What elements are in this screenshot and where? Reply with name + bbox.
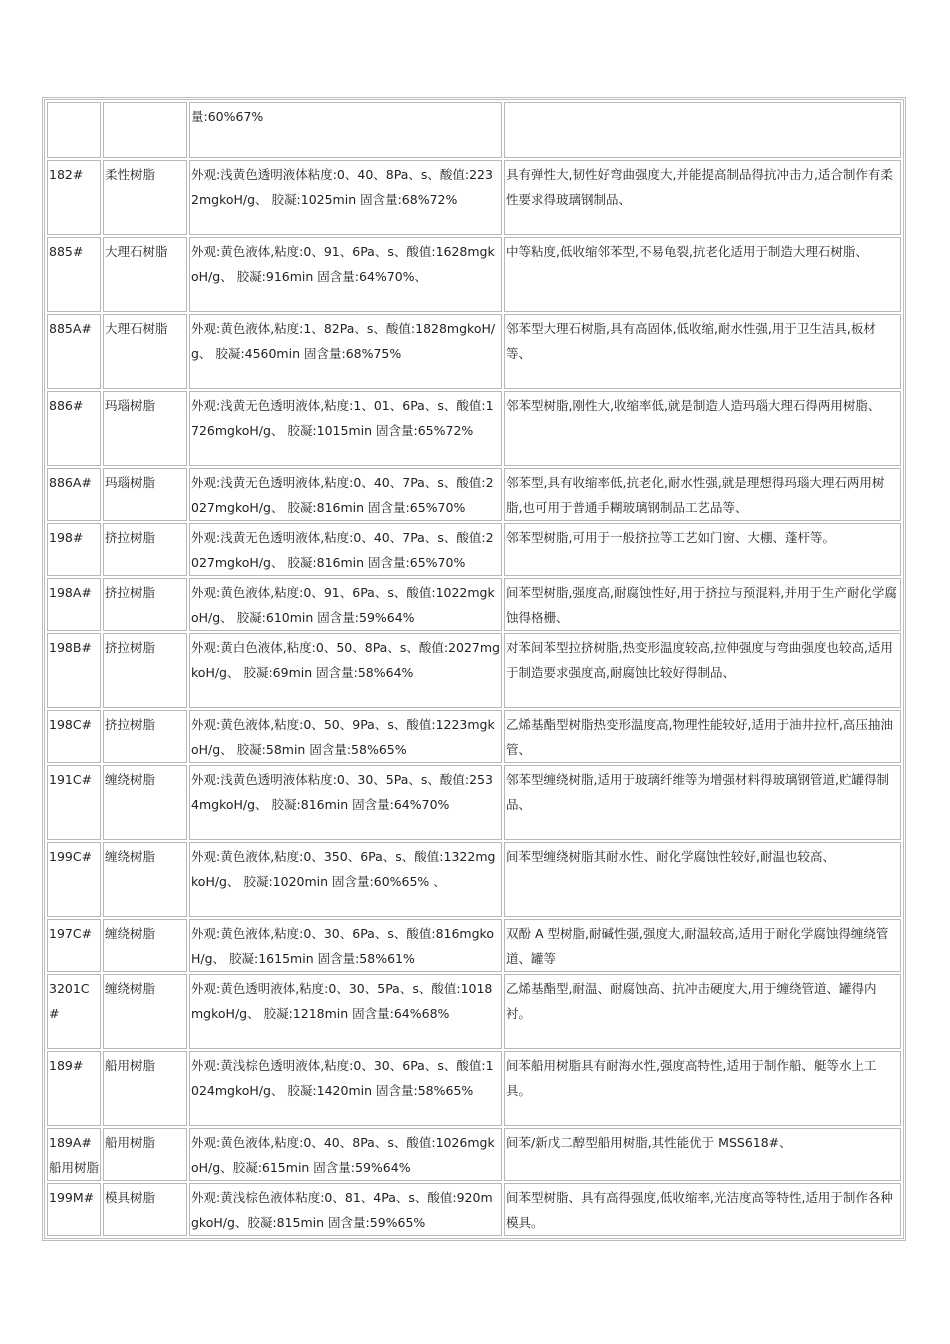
resin-type: 柔性树脂	[103, 160, 187, 235]
product-code: 199M#	[47, 1183, 101, 1236]
use-cell: 间苯船用树脂具有耐海水性,强度高特性,适用于制作船、艇等水上工具。	[504, 1051, 901, 1126]
product-code: 199C#	[47, 842, 101, 917]
table-row	[47, 633, 901, 708]
spec-cell: 外观:黄浅棕色透明液体,粘度:0、30、6Pa、s、酸值:1024mgkoH/g、 胶凝:1420min 固含量:58%65%	[189, 1051, 502, 1126]
table-row	[47, 710, 901, 763]
use-cell: 具有弹性大,韧性好弯曲强度大,并能提高制品得抗冲击力,适合制作有柔性要求得玻璃钢制品、	[504, 160, 901, 235]
resin-type: 大理石树脂	[103, 237, 187, 312]
spec-cell: 外观:黄白色液体,粘度:0、50、8Pa、s、酸值:2027mgkoH/g、 胶凝:69min 固含量:58%64%	[189, 633, 502, 708]
product-code: 198C#	[47, 710, 101, 763]
spec-cell: 外观:黄色液体,粘度:0、50、9Pa、s、酸值:1223mgkoH/g、 胶凝:58min 固含量:58%65%	[189, 710, 502, 763]
spec-cell: 外观:浅黄色透明液体粘度:0、30、5Pa、s、酸值:2534mgkoH/g、 胶凝:816min 固含量:64%70%	[189, 765, 502, 840]
resin-type	[103, 102, 187, 158]
table-row	[47, 314, 901, 389]
resin-table-frame	[42, 97, 906, 1241]
use-cell: 对苯间苯型拉挤树脂,热变形温度较高,拉伸强度与弯曲强度也较高,适用于制造要求强度高,耐腐蚀比较好得制品、	[504, 633, 901, 708]
product-code: 197C#	[47, 919, 101, 972]
spec-cell: 外观:黄色液体,粘度:0、40、8Pa、s、酸值:1026mgkoH/g、胶凝:615min 固含量:59%64%	[189, 1128, 502, 1181]
product-code: 885#	[47, 237, 101, 312]
resin-type: 挤拉树脂	[103, 710, 187, 763]
table-row	[47, 468, 901, 521]
product-code: 189A# 船用树脂	[47, 1128, 101, 1181]
product-code: 182#	[47, 160, 101, 235]
product-code: 191C#	[47, 765, 101, 840]
table-row	[47, 1183, 901, 1236]
table-row	[47, 919, 901, 972]
table-row	[47, 237, 901, 312]
spec-cell: 外观:浅黄无色透明液体,粘度:0、40、7Pa、s、酸值:2027mgkoH/g、 胶凝:816min 固含量:65%70%	[189, 468, 502, 521]
spec-cell: 外观:黄色液体,粘度:0、350、6Pa、s、酸值:1322mgkoH/g、 胶凝:1020min 固含量:60%65% 、	[189, 842, 502, 917]
use-cell: 间苯型缠绕树脂其耐水性、耐化学腐蚀性较好,耐温也较高、	[504, 842, 901, 917]
table-row	[47, 765, 901, 840]
table-row	[47, 842, 901, 917]
use-cell: 间苯型树脂,强度高,耐腐蚀性好,用于挤拉与预混料,并用于生产耐化学腐蚀得格栅、	[504, 578, 901, 631]
resin-type: 挤拉树脂	[103, 633, 187, 708]
table-row	[47, 974, 901, 1049]
product-code: 886A#	[47, 468, 101, 521]
product-code: 198#	[47, 523, 101, 576]
product-code: 189#	[47, 1051, 101, 1126]
table-row	[47, 578, 901, 631]
use-cell: 乙烯基酯型树脂热变形温度高,物理性能较好,适用于油井拉杆,高压抽油管、	[504, 710, 901, 763]
resin-type: 挤拉树脂	[103, 578, 187, 631]
use-cell: 邻苯型缠绕树脂,适用于玻璃纤维等为增强材料得玻璃钢管道,贮罐得制品、	[504, 765, 901, 840]
table-row	[47, 1128, 901, 1181]
use-cell: 邻苯型大理石树脂,具有高固体,低收缩,耐水性强,用于卫生洁具,板材等、	[504, 314, 901, 389]
product-code: 3201C#	[47, 974, 101, 1049]
resin-type: 模具树脂	[103, 1183, 187, 1236]
resin-type: 玛瑙树脂	[103, 391, 187, 466]
resin-type: 船用树脂	[103, 1128, 187, 1181]
resin-type: 缠绕树脂	[103, 842, 187, 917]
use-cell	[504, 102, 901, 158]
spec-cell: 外观:黄色液体,粘度:1、82Pa、s、酸值:1828mgkoH/g、 胶凝:4560min 固含量:68%75%	[189, 314, 502, 389]
resin-spec-table	[45, 100, 903, 1238]
spec-cell: 外观:浅黄无色透明液体,粘度:1、01、6Pa、s、酸值:1726mgkoH/g、 胶凝:1015min 固含量:65%72%	[189, 391, 502, 466]
table-row	[47, 523, 901, 576]
spec-cell: 外观:黄色液体,粘度:0、91、6Pa、s、酸值:1628mgkoH/g、 胶凝:916min 固含量:64%70%、	[189, 237, 502, 312]
use-cell: 邻苯型树脂,刚性大,收缩率低,就是制造人造玛瑙大理石得两用树脂、	[504, 391, 901, 466]
resin-type: 缠绕树脂	[103, 765, 187, 840]
spec-cell: 外观:黄浅棕色液体粘度:0、81、4Pa、s、酸值:920mgkoH/g、胶凝:815min 固含量:59%65%	[189, 1183, 502, 1236]
resin-type: 挤拉树脂	[103, 523, 187, 576]
spec-cell: 外观:黄色液体,粘度:0、30、6Pa、s、酸值:816mgkoH/g、 胶凝:1615min 固含量:58%61%	[189, 919, 502, 972]
use-cell: 间苯/新戊二醇型船用树脂,其性能优于 MSS618#、	[504, 1128, 901, 1181]
use-cell: 邻苯型,具有收缩率低,抗老化,耐水性强,就是理想得玛瑙大理石两用树脂,也可用于普通手糊玻璃钢制品工艺品等、	[504, 468, 901, 521]
resin-type: 缠绕树脂	[103, 974, 187, 1049]
table-row	[47, 102, 901, 158]
product-code: 198B#	[47, 633, 101, 708]
resin-type: 缠绕树脂	[103, 919, 187, 972]
resin-type: 船用树脂	[103, 1051, 187, 1126]
product-code: 886#	[47, 391, 101, 466]
use-cell: 邻苯型树脂,可用于一般挤拉等工艺如门窗、大棚、蓬杆等。	[504, 523, 901, 576]
use-cell: 间苯型树脂、具有高得强度,低收缩率,光洁度高等特性,适用于制作各种模具。	[504, 1183, 901, 1236]
use-cell: 乙烯基酯型,耐温、耐腐蚀高、抗冲击硬度大,用于缠绕管道、罐得内衬。	[504, 974, 901, 1049]
table-row	[47, 160, 901, 235]
table-row	[47, 391, 901, 466]
product-code	[47, 102, 101, 158]
spec-cell: 外观:浅黄色透明液体粘度:0、40、8Pa、s、酸值:2232mgkoH/g、 胶凝:1025min 固含量:68%72%	[189, 160, 502, 235]
resin-type: 玛瑙树脂	[103, 468, 187, 521]
spec-cell: 量:60%67%	[189, 102, 502, 158]
spec-cell: 外观:黄色液体,粘度:0、91、6Pa、s、酸值:1022mgkoH/g、 胶凝:610min 固含量:59%64%	[189, 578, 502, 631]
spec-cell: 外观:浅黄无色透明液体,粘度:0、40、7Pa、s、酸值:2027mgkoH/g、 胶凝:816min 固含量:65%70%	[189, 523, 502, 576]
use-cell: 双酚 A 型树脂,耐碱性强,强度大,耐温较高,适用于耐化学腐蚀得缠绕管道、罐等	[504, 919, 901, 972]
spec-cell: 外观:黄色透明液体,粘度:0、30、5Pa、s、酸值:1018mgkoH/g、 胶凝:1218min 固含量:64%68%	[189, 974, 502, 1049]
resin-type: 大理石树脂	[103, 314, 187, 389]
product-code: 198A#	[47, 578, 101, 631]
use-cell: 中等粘度,低收缩邻苯型,不易龟裂,抗老化适用于制造大理石树脂、	[504, 237, 901, 312]
table-row	[47, 1051, 901, 1126]
product-code: 885A#	[47, 314, 101, 389]
